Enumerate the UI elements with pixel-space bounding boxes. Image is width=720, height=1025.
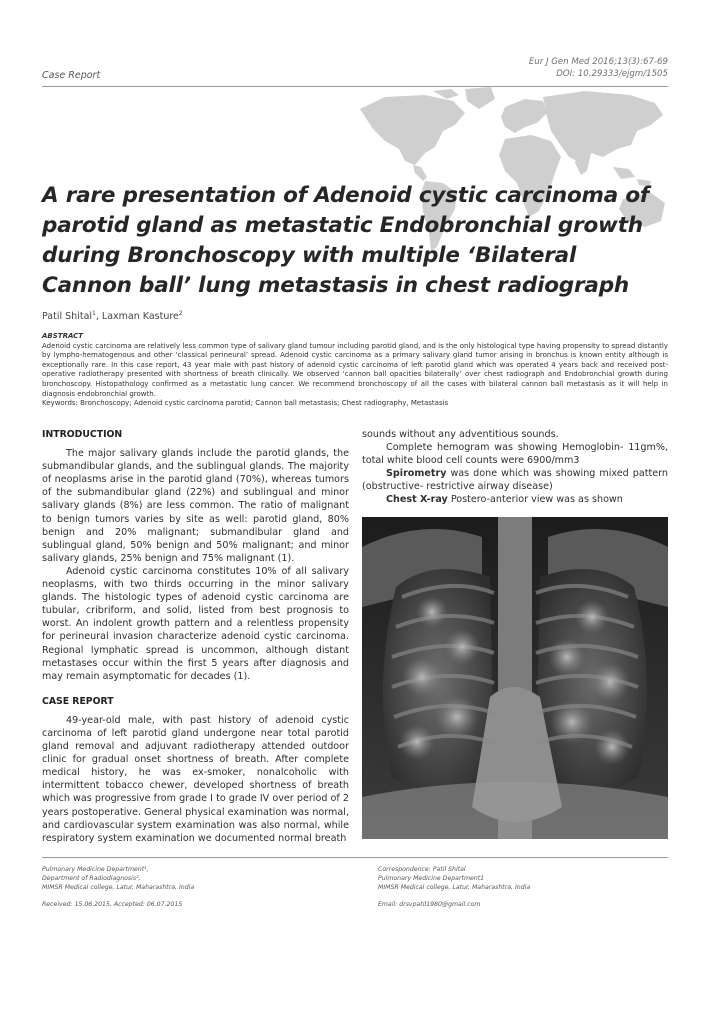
body-paragraph: Complete hemogram was showing Hemoglobin- 11gm%, total white blood cell counts were 6900/mm3 <box>362 442 668 467</box>
intro-paragraph: Adenoid cystic carcinoma constitutes 10% of all salivary neoplasms, with two thirds occurring in the minor salivary glands. The histologic types of adenoid cystic carcinoma are tubular, cribriform, and solid, listed from best prognosis to worst. An indolent growth pattern and a relentless propensity for perineural invasion characterize adenoid cystic carcinoma. Regional lymphatic spread is uncommon, although distant metastases occur within the first 5 years after diagnosis and may remain asymptomatic for decades (1). <box>42 565 349 682</box>
intro-paragraph: The major salivary glands include the parotid glands, the submandibular glands, and the sublingual glands. The majority of neoplasms arise in the parotid gland (70%), whereas tumors of the submandibular gland (22%) and sublingual and minor salivary glands (8%) are less common. The ratio of malignant to benign tumors varies by site as well: parotid gland, 80% benign and 20% malignant; submandibular gland and sublingual gland, 50% benign and 50% malignant; and minor salivary glands, 25% benign and 75% malignant (1). <box>42 448 349 564</box>
affiliation-line: Department of Radiodiagnosis², <box>42 874 141 882</box>
keywords: Keywords: Bronchoscopy; Adenoid cystic carcinoma parotid; Cannon ball metastasis; Chest radiography, Metastasis <box>42 399 449 408</box>
correspondence-line: MIMSR Medical college, Latur, Maharashtra, India <box>378 883 531 891</box>
chest-xray-paragraph <box>362 493 668 506</box>
left-column <box>42 428 349 845</box>
correspondence <box>378 866 668 910</box>
footer-divider <box>42 857 668 858</box>
correspondence-name: Patil Shital <box>430 866 466 873</box>
affiliation-line: MIMSR Medical college, Latur, Maharashtra, India <box>42 883 195 891</box>
right-column <box>362 428 668 507</box>
doi-line: DOI: 10.29333/ejgm/1505 <box>556 69 668 79</box>
author-affiliation-mark: 1 <box>92 310 96 317</box>
correspondence-line: Pulmonary Medicine Department1 <box>378 874 485 882</box>
correspondence-line <box>378 866 668 875</box>
chest-xray-label: Chest X-ray <box>386 494 448 506</box>
journal-line: Eur J Gen Med 2016;13(3):67-69 <box>528 57 668 67</box>
author-name: Laxman Kasture <box>101 311 179 323</box>
affiliations <box>42 866 342 910</box>
abstract-block <box>42 332 668 409</box>
abstract-text: Adenoid cystic carcinoma are relatively less common type of salivary gland tumour including parotid gland, and is the only histological type having propensity to spread distantly by lympho-hematogenous and other ‘classical perineural’ spread. Adenoid cystic carcinoma as a primary salivary gland tumor arising in bronchus is known entity although is exceptionally rare. In this case report, 43 year male with past history of adenoid cystic carcinoma of left parotid gland which was operated 4 years back and received post-operative radiotherapy presented with shortness of breath clinically. We observed ‘cannon ball opacities bilaterally’ over chest radiograph and Endobronchial growth during bronchoscopy. Histopathology confirmed as a metastatic lung cancer. We recommend bronchoscopy of all the cases with bilateral cannon ball metastasis as it will help in diagnosis endobronchial growth. <box>42 341 668 398</box>
section-heading-introduction: INTRODUCTION <box>42 429 123 440</box>
case-paragraph: 49-year-old male, with past history of adenoid cystic carcinoma of left parotid gland undergone near total parotid gland removal and adjuvant radiotherapy attended outdoor clinic for gradual onset shortness of breath. After complete medical history, he was ex-smoker, nonalcoholic with intermittent tobacco chewer, developed shortness of breath which was progressive from grade I to grade IV over period of 2 years postoperative. General physical examination was normal, and cardiovascular system examination was also normal, while respiratory system examination we documented normal breath <box>42 714 349 844</box>
received-accepted-dates: Received: 15.06.2015, Accepted: 06.07.2015 <box>42 901 183 909</box>
section-heading-case-report: CASE REPORT <box>42 695 114 707</box>
body-paragraph: sounds without any adventitious sounds. <box>362 429 559 440</box>
author-separator: , <box>95 311 102 323</box>
abstract-heading: ABSTRACT <box>42 332 84 340</box>
correspondence-label: Correspondence: <box>378 866 431 873</box>
author-affiliation-mark: 2 <box>178 310 183 317</box>
article-type: Case Report <box>42 70 101 81</box>
author-list <box>42 310 183 322</box>
spirometry-label: Spirometry <box>386 468 447 480</box>
affiliation-line: Pulmonary Medicine Department¹, <box>42 866 149 873</box>
spirometry-paragraph <box>362 467 668 493</box>
chest-xray-image <box>362 517 668 839</box>
author-name: Patil Shital <box>42 311 93 323</box>
correspondence-email[interactable]: Email: drsvpatil1980@gmail.com <box>378 901 481 909</box>
chest-xray-text: Postero-anterior view was as shown <box>447 494 623 506</box>
spirometry-text: was done which was showing mixed pattern (obstructive- restrictive airway disease) <box>362 468 668 493</box>
article-title: A rare presentation of Adenoid cystic carcinoma of parotid gland as metastatic Endobronchial growth during Bronchoscopy with multiple ‘Bilateral Cannon ball’ lung metastasis in chest radiograph <box>42 183 650 298</box>
journal-citation <box>529 56 668 80</box>
